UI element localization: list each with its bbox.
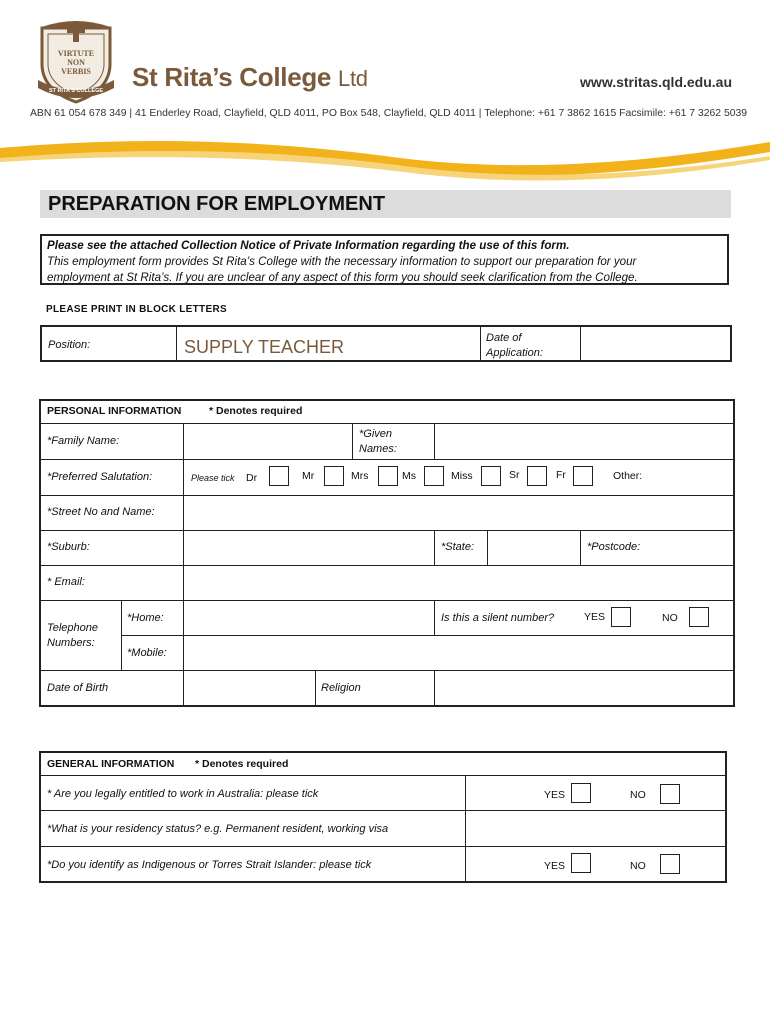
telephone-label-2: Numbers: [47, 637, 95, 649]
state-label: *State: [441, 541, 475, 553]
date-label [486, 331, 543, 361]
personal-required-note: * Denotes required [209, 405, 303, 417]
general-information-table [39, 751, 727, 883]
work-entitlement-no-checkbox[interactable] [660, 784, 680, 804]
privacy-notice [40, 234, 729, 285]
given-names-label-2: Names: [359, 443, 397, 455]
salutation-mrs-checkbox[interactable] [378, 466, 398, 486]
street-field[interactable] [184, 496, 731, 530]
college-website[interactable]: www.stritas.qld.edu.au [580, 74, 732, 90]
notice-line-2: This employment form provides St Rita’s College with the necessary information to support our preparation for your [47, 255, 637, 268]
telephone-label [47, 621, 98, 651]
crest-motto-3: VERBIS [61, 67, 91, 76]
indigenous-no-label: NO [630, 860, 646, 872]
indigenous-question: *Do you identify as Indigenous or Torres Strait Islander: please tick [47, 859, 372, 871]
date-of-application-field[interactable] [582, 327, 730, 360]
mobile-phone-label: *Mobile: [127, 647, 167, 659]
home-phone-label: *Home: [127, 612, 164, 624]
salutation-label: *Preferred Salutation: [47, 471, 153, 483]
salutation-fr-label: Fr [556, 469, 566, 481]
silent-yes-checkbox[interactable] [611, 607, 631, 627]
college-crest-logo [36, 18, 116, 104]
silent-number-label: Is this a silent number? [441, 612, 555, 624]
suburb-label: *Suburb: [47, 541, 90, 553]
work-entitlement-no-label: NO [630, 789, 646, 801]
position-table [40, 325, 732, 362]
personal-information-table [39, 399, 735, 707]
notice-line-3: employment at St Rita’s. If you are unclear of any aspect of this form you should seek clarification from the College. [47, 271, 638, 284]
college-name-suffix: Ltd [338, 66, 368, 91]
email-label: * Email: [47, 576, 85, 588]
indigenous-yes-checkbox[interactable] [571, 853, 591, 873]
print-instruction: PLEASE PRINT IN BLOCK LETTERS [46, 304, 227, 315]
salutation-fr-checkbox[interactable] [573, 466, 593, 486]
silent-yes-label: YES [584, 611, 606, 623]
salutation-sr-label: Sr [509, 469, 520, 481]
salutation-ms-label: Ms [402, 470, 416, 482]
dob-field[interactable] [184, 671, 315, 705]
residency-field[interactable] [466, 811, 725, 846]
silent-no-label: NO [662, 612, 678, 624]
indigenous-yes-label: YES [544, 860, 566, 872]
salutation-mrs-label: Mrs [351, 470, 369, 482]
form-title: PREPARATION FOR EMPLOYMENT [48, 193, 386, 215]
date-label-line-2: Application: [486, 347, 543, 359]
indigenous-no-checkbox[interactable] [660, 854, 680, 874]
salutation-mr-label: Mr [302, 470, 315, 482]
college-name-main: St Rita’s College [132, 62, 332, 92]
dob-label: Date of Birth [47, 682, 109, 694]
salutation-mr-checkbox[interactable] [324, 466, 344, 486]
header-swoosh-decoration [0, 130, 770, 190]
work-entitlement-question: * Are you legally entitled to work in Australia: please tick [47, 788, 319, 800]
crest-motto-1: VIRTUTE [57, 49, 95, 58]
position-label: Position: [48, 339, 91, 351]
telephone-label-1: Telephone [47, 622, 98, 634]
suburb-field[interactable] [184, 531, 434, 565]
postcode-label: *Postcode: [587, 541, 641, 553]
salutation-dr-checkbox[interactable] [269, 466, 289, 486]
work-entitlement-yes-checkbox[interactable] [571, 783, 591, 803]
residency-question: *What is your residency status? e.g. Permanent resident, working visa [47, 823, 389, 835]
position-value[interactable]: SUPPLY TEACHER [184, 337, 345, 357]
date-label-line-1: Date of [486, 332, 522, 344]
crest-motto-2: NON [67, 58, 85, 67]
given-names-field[interactable] [435, 424, 731, 459]
family-name-field[interactable] [184, 424, 352, 459]
salutation-miss-label: Miss [451, 470, 473, 482]
given-names-label-1: *Given [359, 428, 393, 440]
crest-ribbon-text: ST RITA'S COLLEGE [48, 88, 104, 94]
general-info-heading: GENERAL INFORMATION [47, 758, 175, 770]
salutation-sr-checkbox[interactable] [527, 466, 547, 486]
college-name [132, 62, 368, 93]
religion-field[interactable] [435, 671, 731, 705]
salutation-ms-checkbox[interactable] [424, 466, 444, 486]
family-name-label: *Family Name: [47, 435, 120, 447]
general-required-note: * Denotes required [195, 758, 289, 770]
street-label: *Street No and Name: [47, 506, 155, 518]
college-address-line: ABN 61 054 678 349 | 41 Enderley Road, Clayfield, QLD 4011, PO Box 548, Clayfield, QLD 4011 | Telephone: +61 7 3862 1615 Facsimile: +61 7 3262 5039 [30, 108, 748, 119]
silent-no-checkbox[interactable] [689, 607, 709, 627]
work-entitlement-yes-label: YES [544, 789, 566, 801]
religion-label: Religion [321, 682, 361, 694]
home-phone-field[interactable] [184, 601, 434, 635]
given-names-label [359, 427, 397, 457]
salutation-dr-label: Dr [246, 472, 258, 484]
mobile-phone-field[interactable] [184, 636, 731, 670]
notice-bold-line: Please see the attached Collection Notice of Private Information regarding the use of this form. [47, 239, 570, 252]
salutation-other-label: Other: [613, 470, 643, 482]
salutation-miss-checkbox[interactable] [481, 466, 501, 486]
state-field[interactable] [488, 531, 580, 565]
personal-info-heading: PERSONAL INFORMATION [47, 405, 182, 417]
please-tick-label: Please tick [191, 473, 235, 483]
email-field[interactable] [184, 566, 731, 600]
